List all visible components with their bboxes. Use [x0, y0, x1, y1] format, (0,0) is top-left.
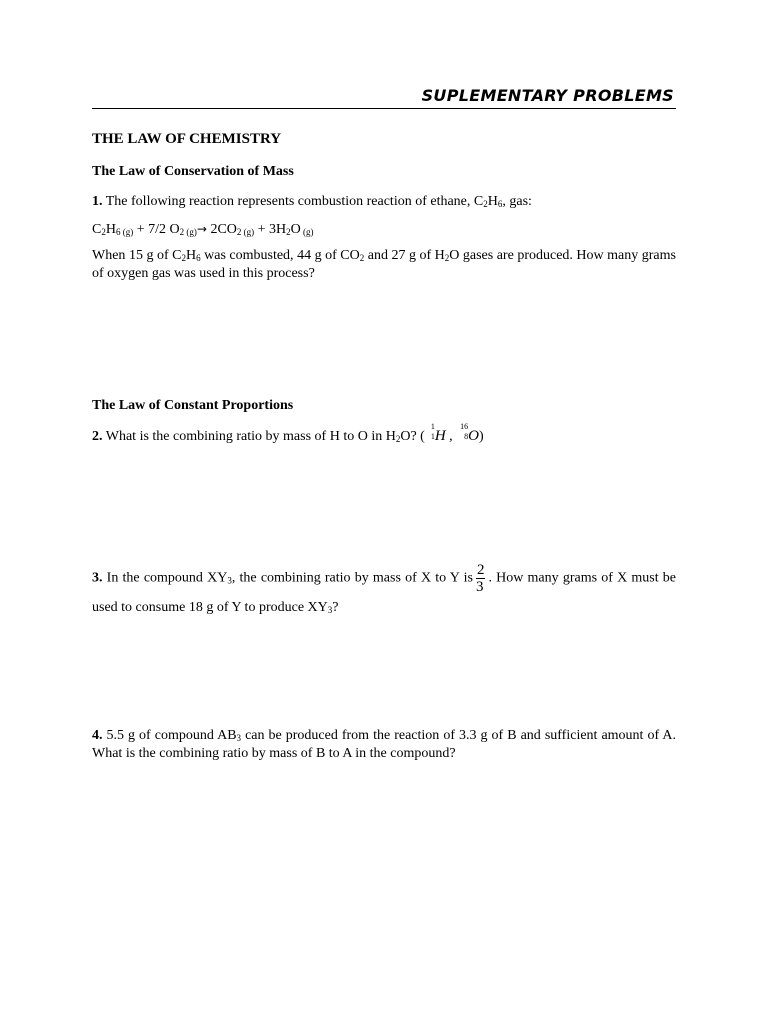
question-1-number: 1.	[92, 194, 103, 209]
question-3-number: 3.	[92, 570, 103, 586]
section-title: THE LAW OF CHEMISTRY	[92, 131, 282, 147]
question-4: 4. 5.5 g of compound $AB_3$ can be produced from the reaction of 3.3 g of B and sufficient amount of A. What is the combining ratio by mass of B to A in the compound?	[92, 728, 676, 761]
question-1-intro: 1. The following reaction represents combustion reaction of ethane, $C_2H_6$, gas:	[92, 194, 532, 209]
question-2-number: 2.	[92, 429, 103, 444]
page-header	[92, 84, 676, 109]
subsection-title-conservation: The Law of Conservation of Mass	[92, 164, 294, 179]
question-4-number: 4.	[92, 728, 103, 743]
subsection-title-constant-proportions: The Law of Constant Proportions	[92, 398, 294, 413]
ratio-fraction: $\frac{2}{3}$	[475, 562, 485, 595]
hydrogen-isotope-notation: 1 1	[430, 422, 435, 441]
question-3: 3. In the compound $XY_3$, the combining ratio by mass of X to Y is $\frac{2}{3}$ . How many grams of X must be used to consume 18 g of Y to produce $XY_3$?	[92, 562, 676, 615]
question-1-equation: $C_2H_6$ $_{(g)}$ + 7/2 $O_2$ $_{(g)}\to 2CO_2$ $_{(g)} + 3H_2O$ $_{(g)}$	[92, 222, 314, 237]
reaction-arrow-icon: →	[196, 222, 207, 236]
question-2: 2. What is the combining ratio by mass of H to O in $H_2O$? ( 1 1 H , 16 8 O)	[92, 422, 484, 444]
header-title: SUPLEMENTARY PROBLEMS	[421, 86, 674, 105]
oxygen-isotope-notation: 16 8	[460, 422, 469, 441]
question-1-body: When 15 g of $C_2H_6$ was combusted, 44 g of $CO_2$ and 27 g of $H_2O$ gases are produced. How many grams of oxygen gas was used in this process?	[92, 248, 676, 281]
